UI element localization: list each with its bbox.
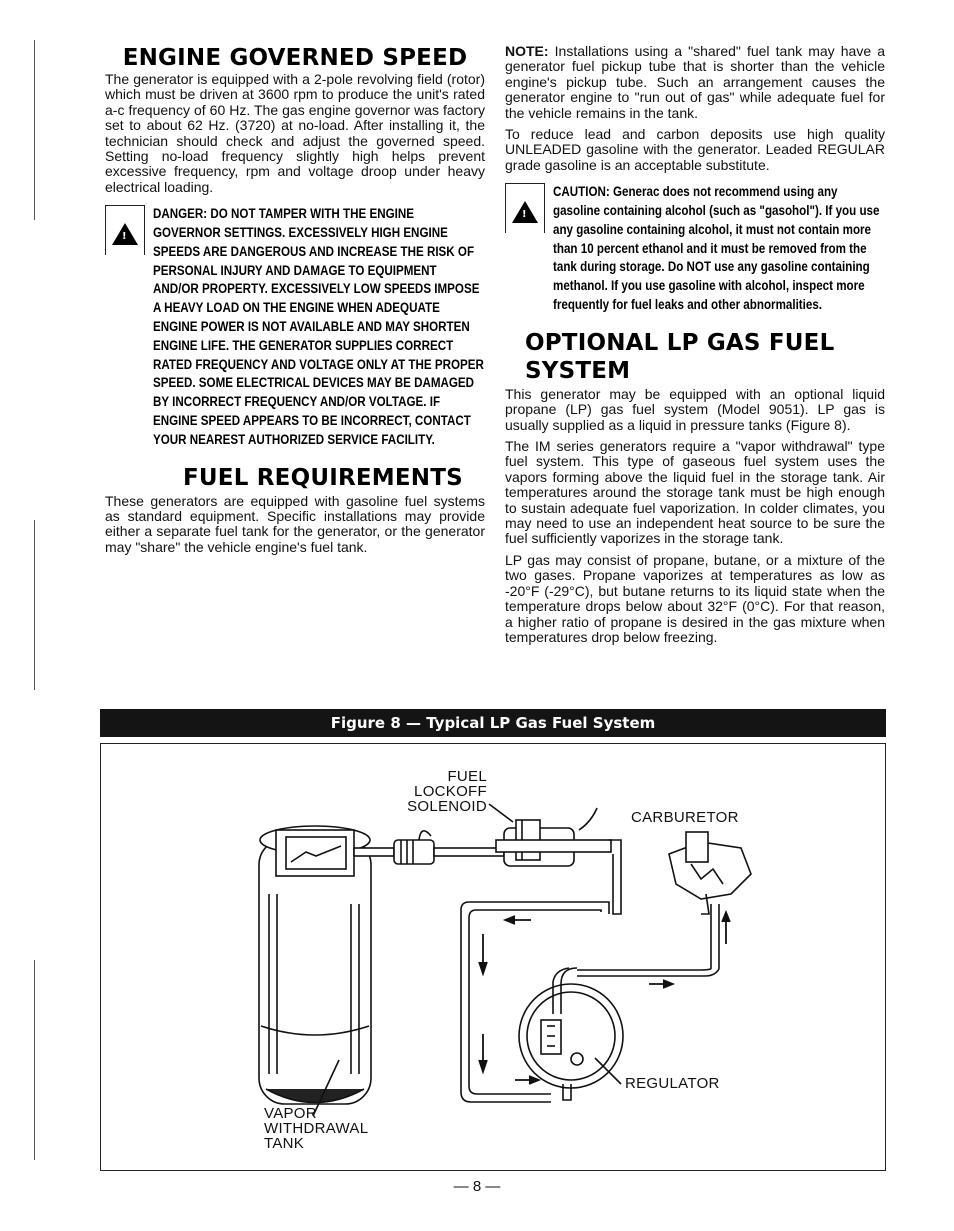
vapor-withdrawal-tank-label <box>264 1106 368 1151</box>
fuel-label-line-1: FUEL <box>447 768 487 785</box>
scan-edge-line <box>34 520 35 690</box>
exclamation-icon: ! <box>522 209 527 221</box>
engine-governed-speed-body: The generator is equipped with a 2-pole revolving field (rotor) which must be driven at 3600 rpm to produce the unit's rated a-c frequency of 60 Hz. The gas engine governor was factory set to about 62 Hz. (3720) at no-load. After installing it, the technician should check and adjust the governed speed. Setting no-load frequency slightly high helps prevent excessive frequency, rpm and voltage droop under heavy electrical loading. <box>105 71 485 195</box>
fuel-lockoff-solenoid-drawing <box>354 804 621 914</box>
figure-frame <box>100 743 886 1171</box>
fuel-requirements-heading: FUEL REQUIREMENTS <box>183 464 463 491</box>
vapor-label-line-2: WITHDRAWAL <box>264 1120 369 1137</box>
lp-gas-body-2: The IM series generators require a "vapor withdrawal" type fuel system. This type of gaseous fuel system uses the vapors forming above the liquid fuel in the storage tank. Air temperatures around the storage tank must be high enough to sustain adequate fuel vaporization. In colder climates, you may need to use an independent heat source to be sure the fuel sufficiently vaporizes in the storage tank. <box>505 438 885 547</box>
engine-governed-speed-heading: ENGINE GOVERNED SPEED <box>122 45 468 71</box>
lp-gas-body-1: This generator may be equipped with an optional liquid propane (LP) gas fuel system (Model 9051). LP gas is usually supplied as a liquid in pressure tanks (Figure 8). <box>505 385 885 433</box>
regulator-label: REGULATOR <box>625 1075 720 1092</box>
vapor-label-line-3: TANK <box>264 1135 305 1152</box>
exclamation-icon: ! <box>122 231 127 243</box>
lp-fuel-system-diagram <box>101 744 885 1170</box>
vapor-withdrawal-tank-drawing <box>259 826 371 1116</box>
scan-edge-line <box>34 960 35 1160</box>
left-column <box>105 44 485 561</box>
right-column <box>505 44 885 651</box>
fuel-label-line-3: SOLENOID <box>407 798 487 815</box>
caution-notice <box>505 183 885 315</box>
fuel-lockoff-solenoid-label <box>407 769 487 814</box>
note-label: NOTE: <box>505 43 549 59</box>
danger-notice <box>105 205 485 449</box>
danger-text: DANGER: DO NOT TAMPER WITH THE ENGINE GOVERNOR SETTINGS. EXCESSIVELY HIGH ENGINE SPEEDS ARE DANGEROUS AND INCREASE THE RISK OF PERSONAL INJURY AND DAMAGE TO EQUIPMENT AND/OR PROPERTY. EXCESSIVELY LOW SPEEDS IMPOSE A HEAVY LOAD ON THE ENGINE WHEN ADEQUATE ENGINE POWER IS NOT AVAILABLE AND MAY SHORTEN ENGINE LIFE. THE GENERATOR SUPPLIES CORRECT RATED FREQUENCY AND VOLTAGE ONLY AT THE PROPER SPEED. SOME ELECTRICAL DEVICES MAY BE DAMAGED BY INCORRECT FREQUENCY AND/OR VOLTAGE. IF ENGINE SPEED APPEARS TO BE INCORRECT, CONTACT YOUR NEAREST AUTHORIZED SERVICE FACILITY. <box>153 206 484 447</box>
carburetor-drawing <box>577 832 751 976</box>
lp-gas-heading: OPTIONAL LP GAS FUEL SYSTEM <box>525 329 835 384</box>
note-paragraph <box>505 44 885 121</box>
page-number: — 8 — <box>453 1178 501 1195</box>
note-body: Installations using a "shared" fuel tank may have a generator fuel pickup tube that is shorter than the vehicle engine's pickup tube. Such an arrangement causes the generator engine to "run out of gas" while adequate fuel for the vehicle remains in the tank. <box>505 43 885 121</box>
fuel-label-line-2: LOCKOFF <box>414 783 487 800</box>
figure-title-bar: Figure 8 — Typical LP Gas Fuel System <box>100 709 886 737</box>
caution-text: CAUTION: Generac does not recommend using any gasoline containing alcohol (such as "gasohol"). If you use any gasoline containing alcohol, it must not contain more than 10 percent ethanol and it must be removed from the tank during storage. Do NOT use any gasoline containing methanol. If you use gasoline with alcohol, inspect more frequently for fuel leaks and other abnormalities. <box>553 184 880 313</box>
vapor-label-line-1: VAPOR <box>264 1105 317 1122</box>
fuel-requirements-body: These generators are equipped with gasoline fuel systems as standard equipment. Specific installations may provide either a separate fuel tank for the generator, or the generator may "share" the vehicle engine's fuel tank. <box>105 492 485 555</box>
scan-edge-line <box>34 40 35 220</box>
lp-gas-body-3: LP gas may consist of propane, butane, or a mixture of the two gases. Propane vaporizes at temperatures as low as -20°F (-29°C), but butane returns to its liquid state when the temperature drops below about 32°F (0°C). For that reason, a higher ratio of propane is desired in the gas mixture when temperatures drop below freezing. <box>505 551 885 645</box>
lead-paragraph: To reduce lead and carbon deposits use high quality UNLEADED gasoline with the generator. Leaded REGULAR grade gasoline is an acceptable substitute. <box>505 126 885 173</box>
carburetor-label: CARBURETOR <box>631 809 739 826</box>
